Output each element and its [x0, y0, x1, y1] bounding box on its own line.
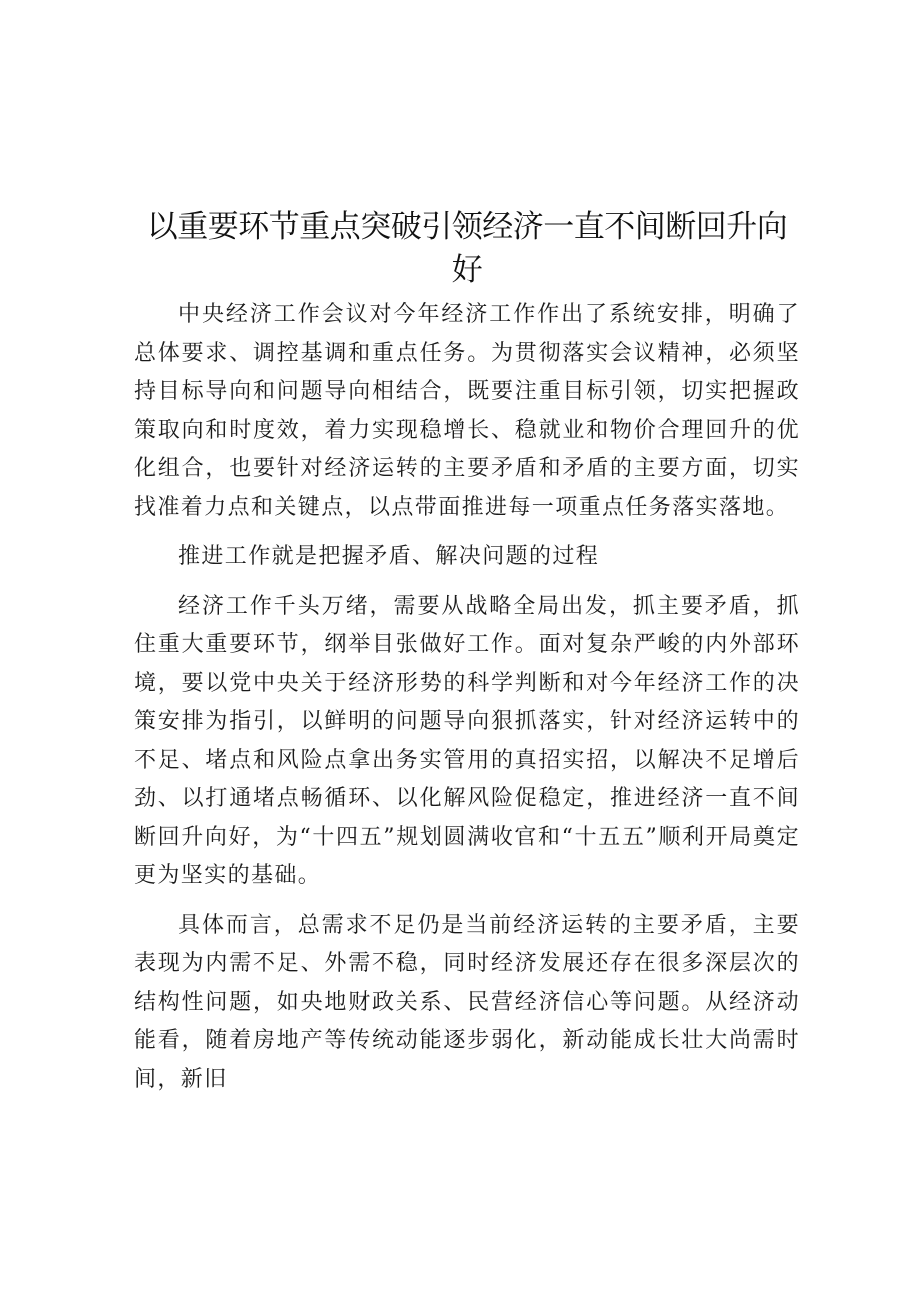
paragraph-intro: 中央经济工作会议对今年经济工作作出了系统安排，明确了总体要求、调控基调和重点任务。为贯彻落实会议精神，必须坚持目标导向和问题导向相结合，既要注重目标引领，切实把握政策取向和时度效，着力实现稳增长、稳就业和物价合理回升的优化组合，也要针对经济运转的主要矛盾和矛盾的主要方面，切实找准着力点和关键点，以点带面推进每一项重点任务落实落地。 — [134, 302, 800, 520]
document-title: 以重要环节重点突破引领经济一直不间断回升向好 — [146, 209, 788, 288]
paragraph-specifics: 具体而言，总需求不足仍是当前经济运转的主要矛盾，主要表现为内需不足、外需不稳，同时经济发展还存在很多深层次的结构性问题，如央地财政关系、民营经济信心等问题。从经济动能看，随着房地产等传统动能逐步弱化，新动能成长壮大尚需时间，新旧 — [134, 912, 800, 1092]
document-body — [134, 296, 800, 1110]
section-heading: 推进工作就是把握矛盾、解决问题的过程 — [178, 544, 600, 569]
paragraph-main-contradiction: 经济工作千头万绪，需要从战略全局出发，抓主要矛盾，抓住重大重要环节，纲举目张做好工作。面对复杂严峻的内外部环境，要以党中央关于经济形势的科学判断和对今年经济工作的决策安排为指引，以鲜明的问题导向狠抓落实，针对经济运转中的不足、堵点和风险点拿出务实管用的真招实招，以解决不足增后劲、以打通堵点畅循环、以化解风险促稳定，推进经济一直不间断回升向好，为“十四五”规划圆满收官和“十五五”顺利开局奠定更为坚实的基础。 — [134, 593, 800, 888]
